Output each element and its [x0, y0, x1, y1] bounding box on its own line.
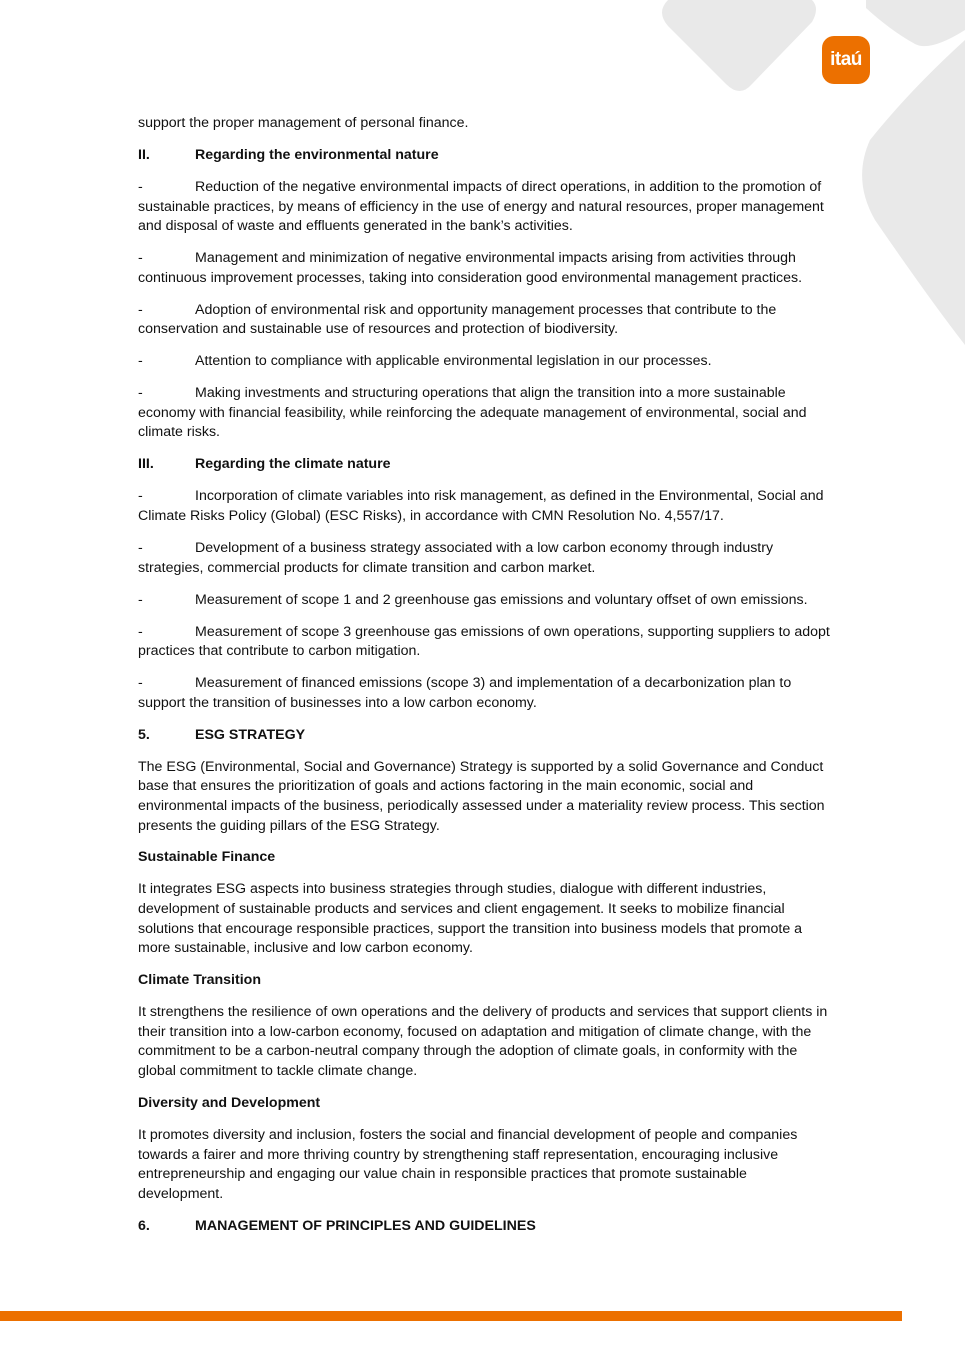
section-title: Regarding the environmental nature: [195, 146, 439, 163]
bullet-text: Development of a business strategy associated with a low carbon economy through industry strategies, commercial products for climate transition and carbon market.: [138, 540, 774, 576]
bullet-marker: -: [138, 301, 143, 318]
subheading: [138, 1094, 830, 1114]
paragraph-text: It integrates ESG aspects into business strategies through studies, dialogue with different industries, development of sustainable products and services and client engagement. It seeks to mobilize financial solutions that encourage responsible practices, support the transition into business models that promote a more sustainable, inclusive and low carbon economy.: [138, 881, 803, 957]
footer-bar: [0, 1311, 902, 1321]
bullet-item: [138, 487, 830, 526]
paragraph: [138, 1126, 830, 1204]
bullet-text: Incorporation of climate variables into risk management, as defined in the Environmental, Social and Climate Risks Policy (Global) (ESC Risks), in accordance with CMN Resolution No. 4,557/17.: [138, 488, 824, 525]
bullet-marker: -: [138, 591, 143, 608]
subheading-text: Climate Transition: [138, 972, 261, 989]
bullet-marker: -: [138, 250, 143, 267]
bullet-text: Reduction of the negative environmental impacts of direct operations, in addition to the promotion of sustainable practices, by means of efficiency in the use of energy and natural resources, proper management and disposal of waste and effluents generated in the bank’s activities.: [138, 178, 824, 235]
logo-text: itaú: [830, 49, 862, 70]
bullet-marker: -: [138, 353, 143, 370]
section-title: Regarding the climate nature: [195, 456, 391, 473]
paragraph-text: support the proper management of personal finance.: [138, 115, 469, 131]
bullet-text: Making investments and structuring operations that align the transition into a more sustainable economy with financial feasibility, while reinforcing the adequate management of environmental, social and climate risks.: [138, 385, 807, 441]
bullet-item: [138, 178, 830, 237]
bullet-marker: -: [138, 385, 143, 402]
bullet-marker: -: [138, 178, 143, 195]
bullet-marker: -: [138, 675, 143, 692]
bullet-item: [138, 674, 830, 713]
bullet-text: Attention to compliance with applicable environmental legislation in our processes.: [195, 353, 712, 370]
section-heading: [138, 146, 830, 166]
subheading: [138, 848, 830, 868]
itau-logo: [822, 36, 870, 84]
paragraph-text: It strengthens the resilience of own operations and the delivery of products and services that support clients in their transition into a low-carbon economy, focused on adaptation and mitigation of climate change, with the commitment to be a carbon-neutral company through the adoption of climate goals, in conformity with the global commitment to tackle climate change.: [138, 1004, 828, 1079]
bullet-text: Measurement of scope 1 and 2 greenhouse gas emissions and voluntary offset of own emissions.: [195, 591, 808, 608]
section-number: 6.: [138, 1217, 150, 1234]
section-heading: [138, 1217, 830, 1237]
paragraph-text: It promotes diversity and inclusion, fosters the social and financial development of people and companies towards a fairer and more thriving country by strengthening staff representation, encouraging inclusive entrepreneurship and engaging our value chain in responsible practices that promote sustainable development.: [138, 1126, 798, 1202]
bullet-item: [138, 249, 830, 288]
section-heading: [138, 455, 830, 475]
bullet-text: Management and minimization of negative environmental impacts arising from activities through continuous improvement processes, taking into consideration good environmental management practices.: [138, 250, 803, 286]
bullet-text: Adoption of environmental risk and opportunity management processes that contribute to the conservation and sustainable use of resources and protection of biodiversity.: [138, 301, 777, 338]
section-title: ESG STRATEGY: [195, 726, 306, 743]
bullet-item: [138, 301, 830, 340]
subheading-text: Sustainable Finance: [138, 849, 276, 866]
paragraph: [138, 758, 830, 836]
paragraph: [138, 114, 830, 134]
section-heading: [138, 726, 830, 746]
paragraph: [138, 1003, 830, 1081]
document-body: [138, 114, 830, 1249]
bullet-item: [138, 539, 830, 578]
bullet-text: Measurement of financed emissions (scope 3) and implementation of a decarbonization plan to support the transition of businesses into a low carbon economy.: [138, 675, 792, 711]
bullet-marker: -: [138, 623, 143, 640]
bullet-marker: -: [138, 540, 143, 557]
subheading: [138, 971, 830, 991]
bullet-item: [138, 352, 830, 372]
bullet-item: [138, 623, 830, 662]
section-number: III.: [138, 456, 154, 473]
subheading-text: Diversity and Development: [138, 1094, 321, 1111]
paragraph: [138, 880, 830, 958]
section-number: 5.: [138, 726, 150, 743]
section-number: II.: [138, 146, 150, 163]
bullet-item: [138, 591, 830, 611]
bullet-marker: -: [138, 488, 143, 505]
bullet-item: [138, 384, 830, 443]
section-title: MANAGEMENT OF PRINCIPLES AND GUIDELINES: [195, 1217, 536, 1234]
bullet-text: Measurement of scope 3 greenhouse gas emissions of own operations, supporting suppliers to adopt practices that contribute to carbon mitigation.: [138, 623, 830, 660]
paragraph-text: The ESG (Environmental, Social and Governance) Strategy is supported by a solid Governance and Conduct base that ensures the prioritization of goals and actions factoring in the main economic, social and environmental impacts of the business, periodically assessed under a materiality review process. This section presents the guiding pillars of the ESG Strategy.: [138, 758, 825, 834]
